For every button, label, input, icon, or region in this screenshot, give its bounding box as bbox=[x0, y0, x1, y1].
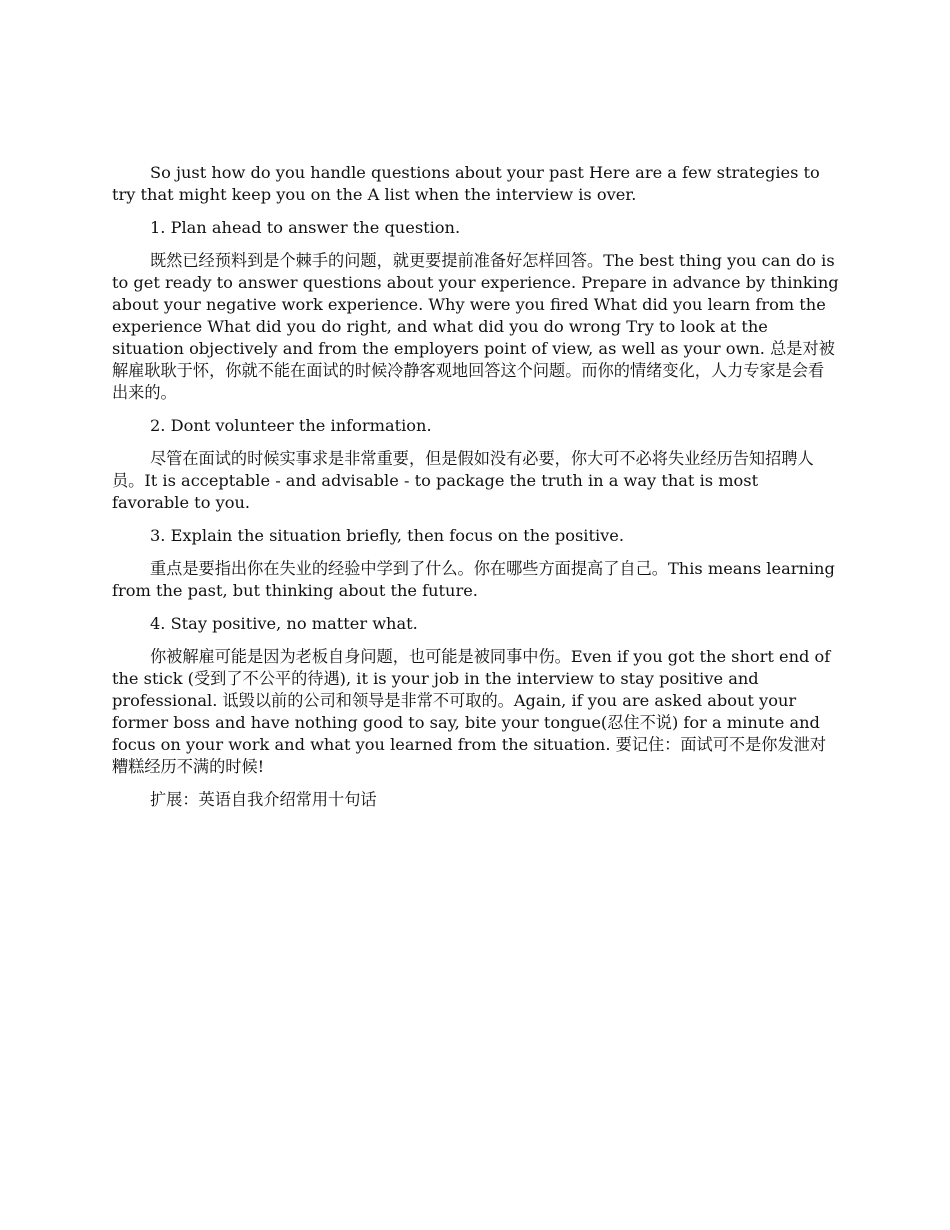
section-heading: 3. Explain the situation briefly, then focus on the positive. bbox=[150, 526, 625, 545]
footer-line: 扩展：英语自我介绍常用十句话 bbox=[150, 790, 377, 809]
section-body: 重点是要指出你在失业的经验中学到了什么。你在哪些方面提高了自己。This means learning from the past, but thinking about the future. bbox=[112, 559, 835, 600]
section-heading: 1. Plan ahead to answer the question. bbox=[150, 218, 461, 237]
section-heading: 2. Dont volunteer the information. bbox=[150, 416, 432, 435]
intro-paragraph: So just how do you handle questions about your past Here are a few strategies to try that might keep you on the A list when the interview is over. bbox=[112, 163, 820, 204]
section-body: 尽管在面试的时候实事求是非常重要，但是假如没有必要，你大可不必将失业经历告知招聘人员。It is acceptable - and advisable - to package the truth in a way that is most favorable to you. bbox=[112, 449, 814, 512]
section-body: 既然已经预料到是个棘手的问题，就更要提前准备好怎样回答。The best thing you can do is to get ready to answer questions about your experience. Prepare in advance by thinking about your negative work experience. Why were you fired What did you learn from the experience What did you do right, and what did you do wrong Try to look at the situation objectively and from the employers point of view, as well as your own. 总是对被解雇耿耿于怀，你就不能在面试的时候冷静客观地回答这个问题。而你的情绪变化，人力专家是会看出来的。 bbox=[112, 251, 839, 402]
section-heading: 4. Stay positive, no matter what. bbox=[150, 614, 418, 633]
document-page bbox=[112, 162, 840, 822]
section-body: 你被解雇可能是因为老板自身问题，也可能是被同事中伤。Even if you got the short end of the stick (受到了不公平的待遇), it is your job in the interview to stay positive and professional. 诋毁以前的公司和领导是非常不可取的。Again, if you are asked about your former boss and have nothing good to say, bite your tongue(忍住不说) for a minute and focus on your work and what you learned from the situation. 要记住：面试可不是你发泄对糟糕经历不满的时候! bbox=[112, 647, 831, 776]
